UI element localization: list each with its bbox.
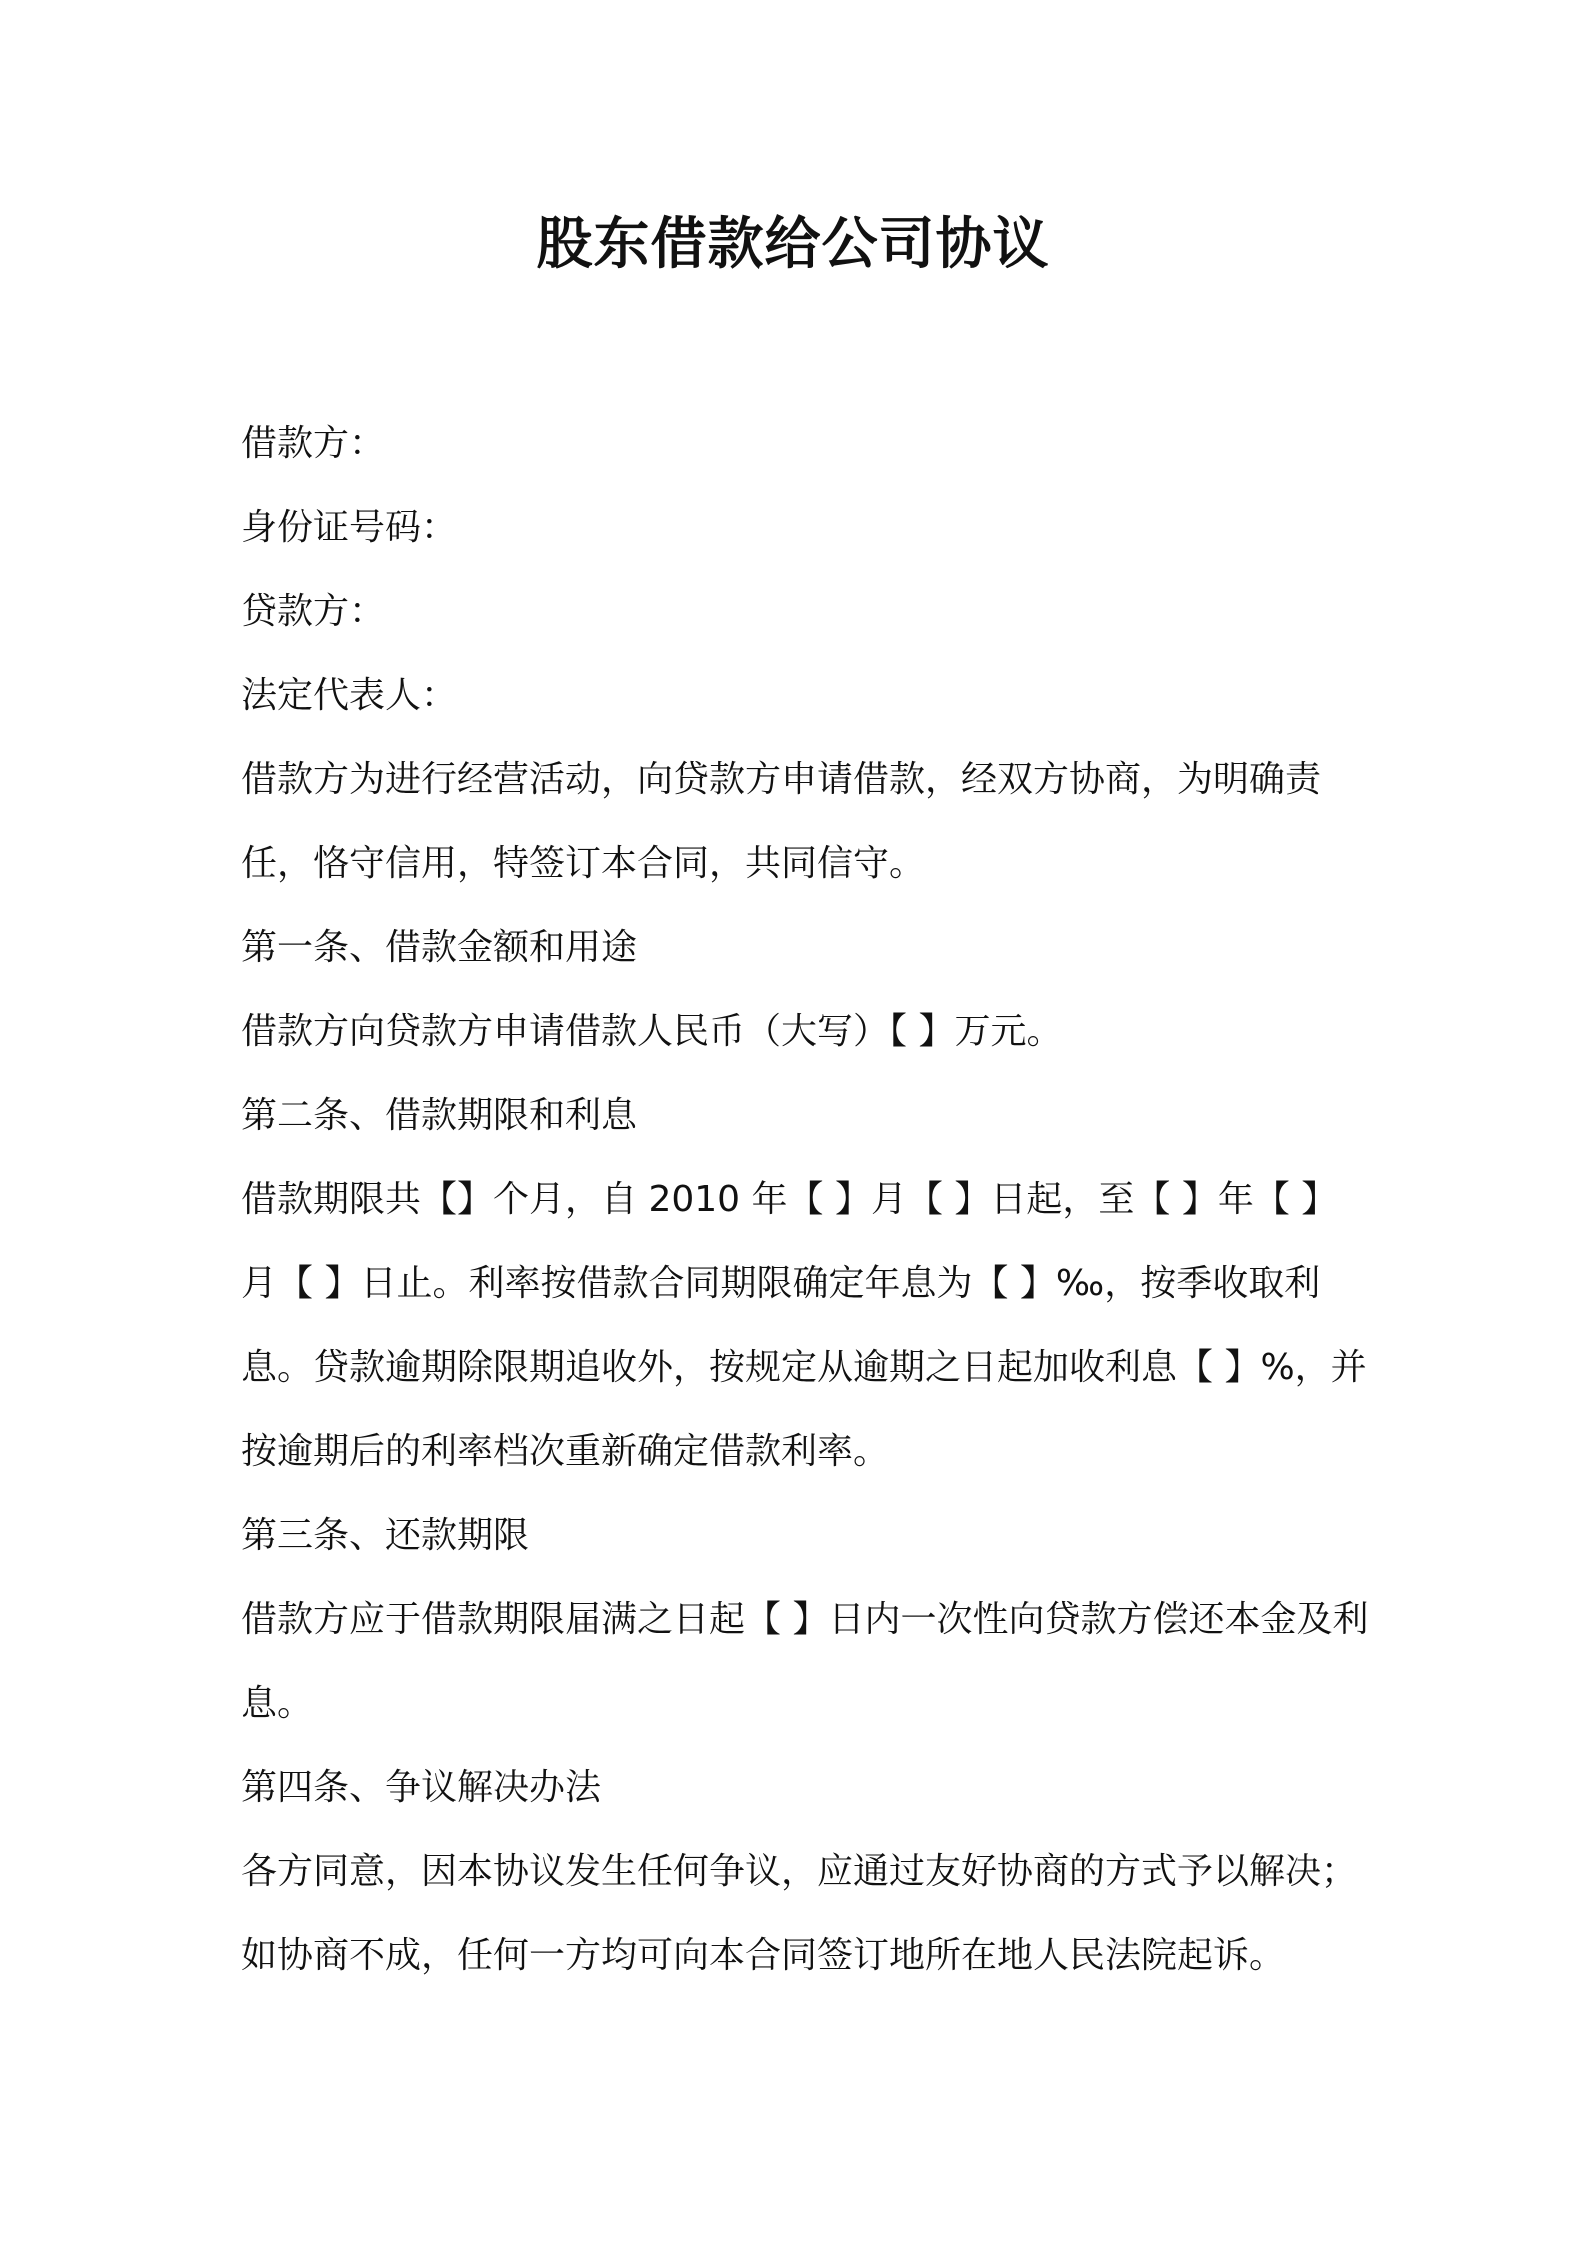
article-2-heading: 第二条、借款期限和利息 — [241, 1095, 638, 1136]
article-1-paragraph: 借款方向贷款方申请借款人民币（大写）【 】万元。 — [241, 1011, 1063, 1052]
lender-label: 贷款方： — [241, 591, 386, 632]
article-3-heading: 第三条、还款期限 — [241, 1515, 530, 1556]
article-1-heading: 第一条、借款金额和用途 — [241, 927, 638, 968]
article-4-paragraph: 各方同意，因本协议发生任何争议，应通过友好协商的方式予以解决；如协商不成，任何一方均可向本合同签订地所在地人民法院起诉。 — [241, 1851, 1358, 1976]
id-number-label: 身份证号码： — [241, 507, 458, 548]
legal-representative-label: 法定代表人： — [241, 675, 458, 716]
document-body — [241, 402, 1371, 1998]
borrower-label: 借款方： — [241, 423, 386, 464]
article-4-heading: 第四条、争议解决办法 — [241, 1767, 602, 1808]
article-3-paragraph: 借款方应于借款期限届满之日起【 】日内一次性向贷款方偿还本金及利息。 — [241, 1599, 1369, 1724]
preamble-paragraph: 借款方为进行经营活动，向贷款方申请借款，经双方协商，为明确责任，恪守信用，特签订本合同，共同信守。 — [241, 759, 1322, 884]
article-2-paragraph: 借款期限共【】个月，自 2010 年【 】月【 】日起，至【 】年【 】月【 】日止。利率按借款合同期限确定年息为【 】‰，按季收取利息。贷款逾期除限期追收外，按规定从逾期之日起加收利息【 】%，并按逾期后的利率档次重新确定借款利率。 — [241, 1179, 1367, 1472]
document-title: 股东借款给公司协议 — [536, 212, 1050, 277]
